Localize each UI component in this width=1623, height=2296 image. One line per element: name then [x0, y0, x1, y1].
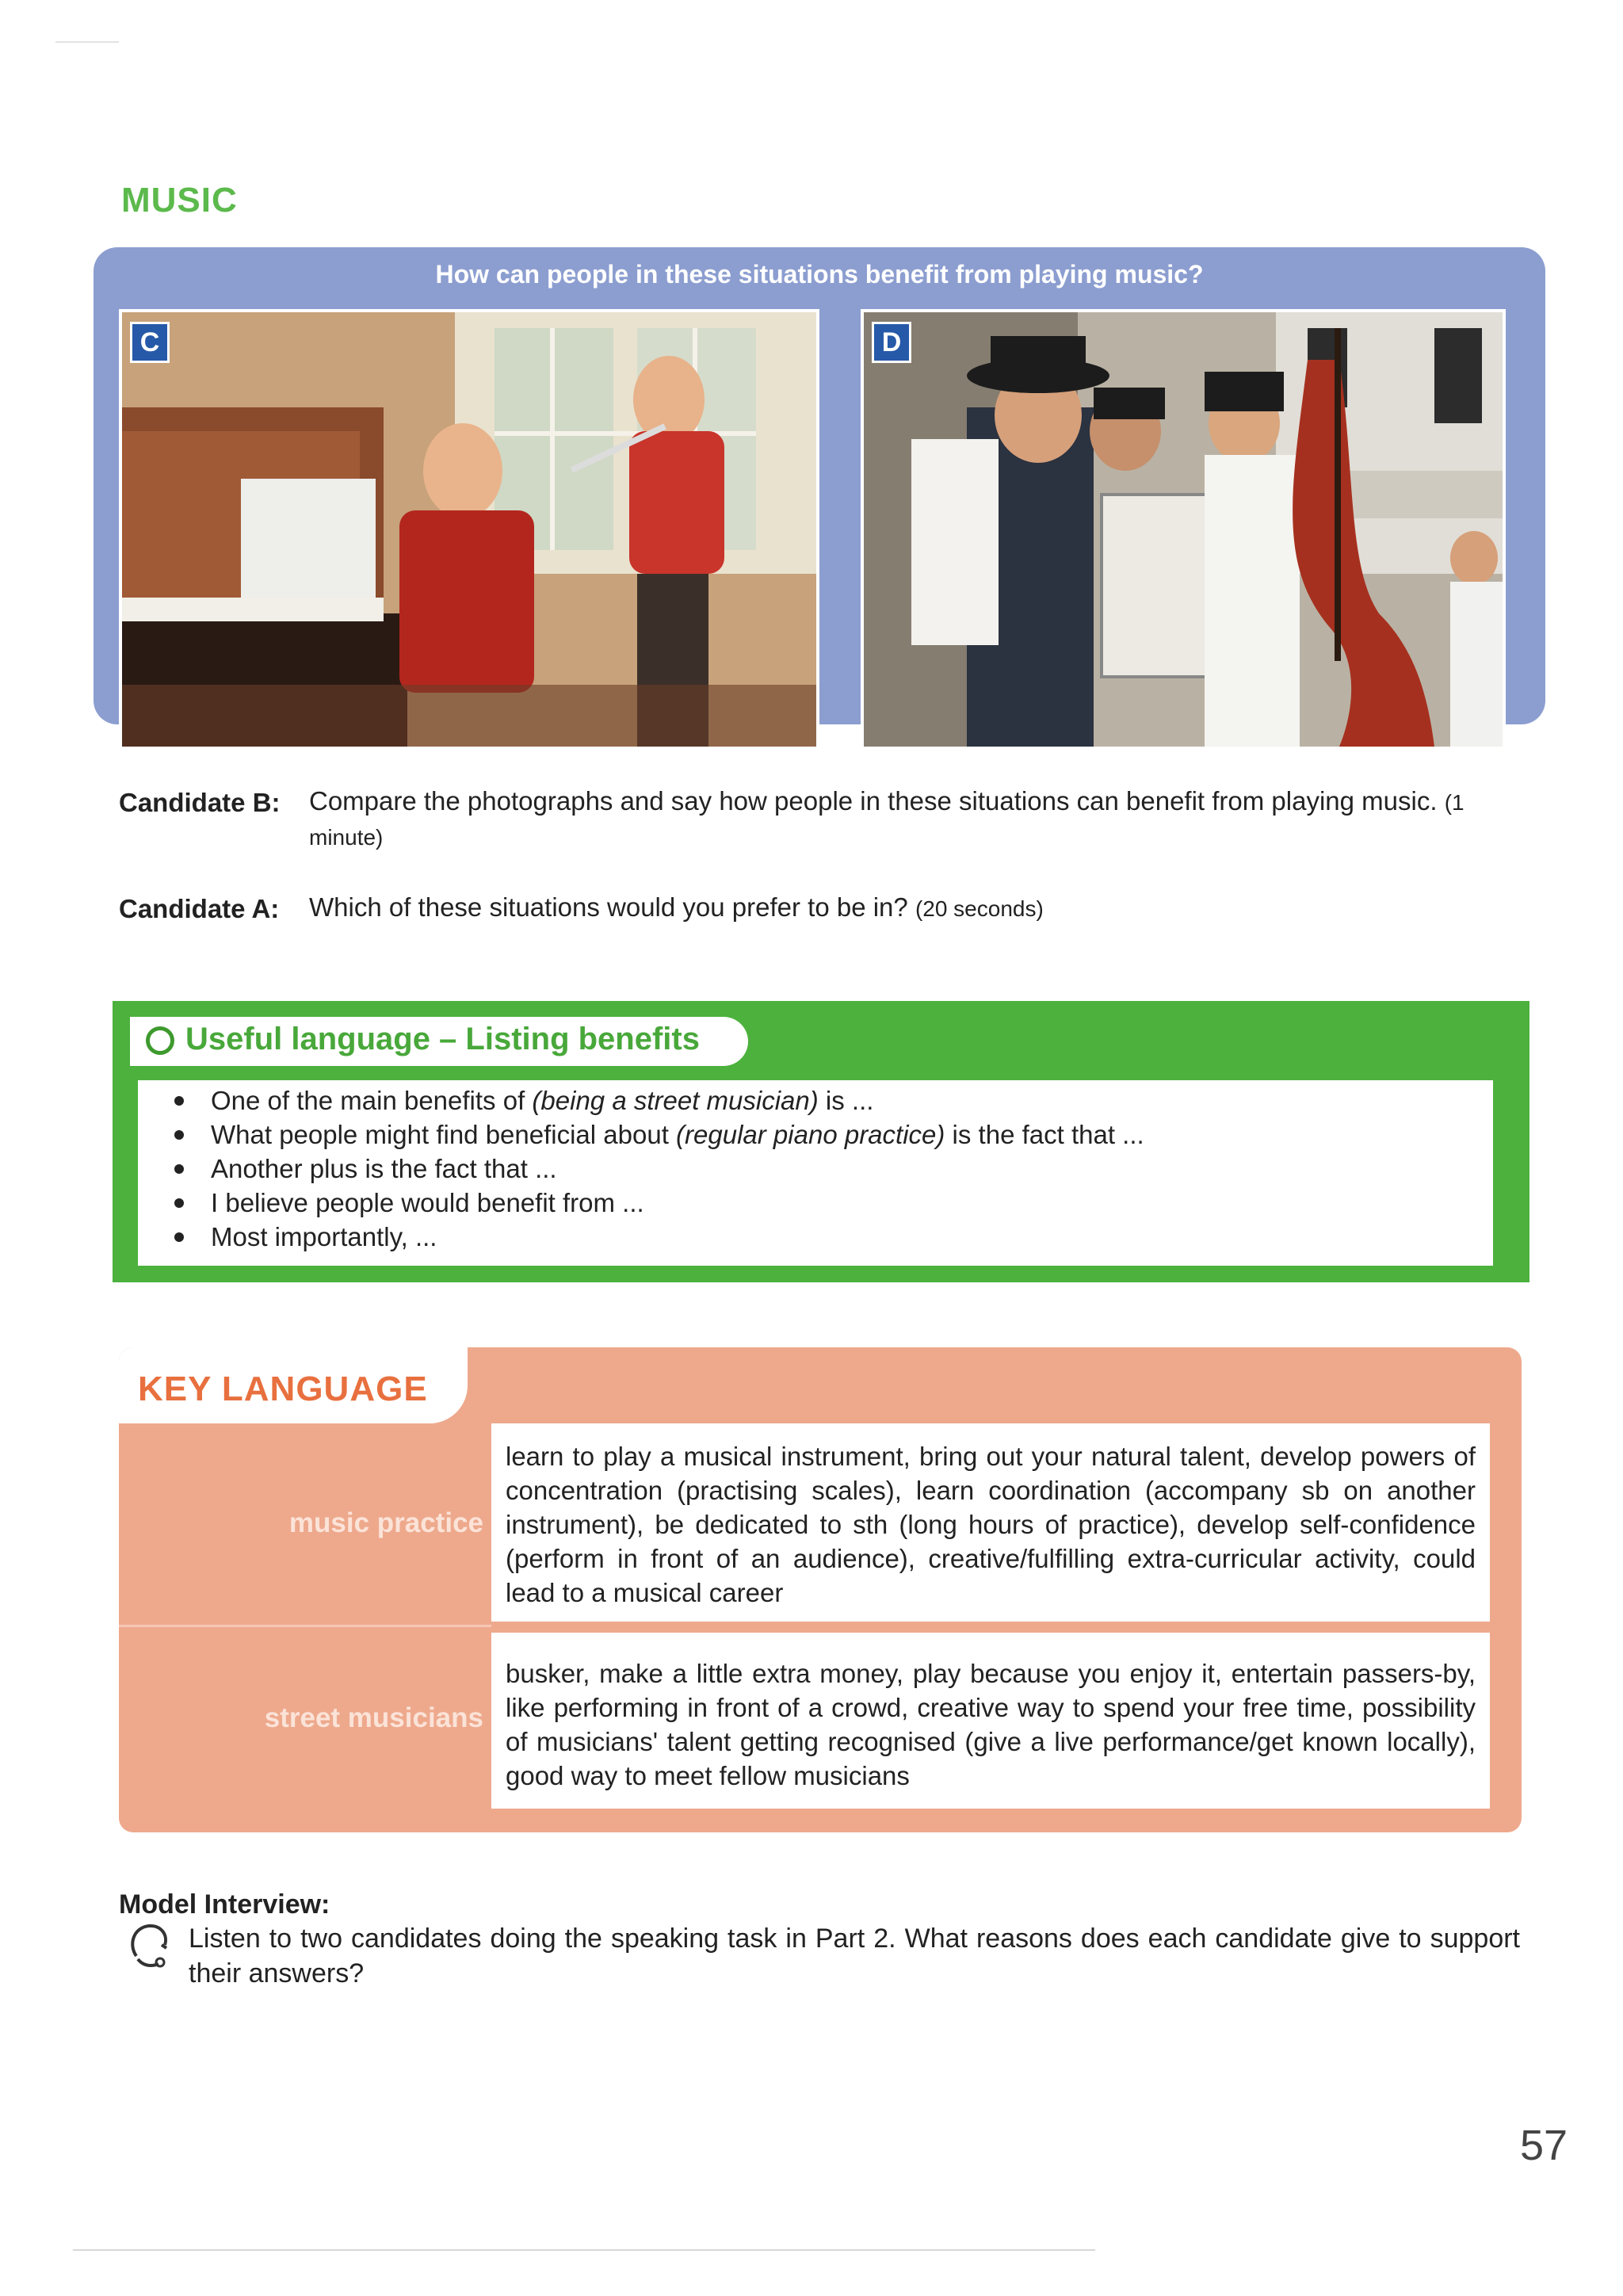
headphone-icon — [127, 1921, 173, 1975]
key-text-street-musicians: busker, make a little extra money, play because you enjoy it, entertain passers-by, like performing in front of a crowd, creative way to spend your free time, possibility of musicians' talent getting recognised (give a live performance/get known locally), good way to meet fellow musicians — [506, 1659, 1476, 1790]
photo-label-c: C — [130, 322, 170, 363]
key-language-tab — [119, 1347, 468, 1423]
useful-language-title: Useful language – Listing benefits — [185, 1022, 700, 1056]
candidate-b-task — [309, 785, 1506, 854]
photo-street-musicians-icon — [864, 312, 1503, 747]
key-language-box — [119, 1347, 1522, 1832]
candidate-b-label: Candidate B: — [119, 788, 281, 817]
model-interview-title: Model Interview: — [119, 1889, 330, 1920]
bottom-rule — [73, 2249, 1095, 2251]
top-rule — [55, 41, 119, 43]
list-item: One of the main benefits of (being a street musician) is ... — [170, 1083, 1493, 1117]
key-row-label-music-practice: music practice — [288, 1507, 483, 1538]
key-cell-street-musicians — [491, 1633, 1490, 1809]
circle-icon — [146, 1026, 174, 1055]
model-interview-text: Listen to two candidates doing the speaking task in Part 2. What reasons does each candidate give to support their answers? — [189, 1924, 1520, 1988]
useful-language-list — [138, 1080, 1493, 1254]
photo-panel — [94, 247, 1545, 724]
section-title: MUSIC — [121, 181, 238, 220]
key-language-title: KEY LANGUAGE — [138, 1370, 428, 1408]
photo-d — [861, 309, 1506, 750]
candidate-a-label: Candidate A: — [119, 894, 280, 923]
list-item: I believe people would benefit from ... — [170, 1186, 1493, 1220]
candidate-b-time: (1 minute) — [309, 790, 1465, 850]
key-row-divider — [119, 1625, 491, 1627]
key-text-music-practice: learn to play a musical instrument, bring out your natural talent, develop powers of concentration (practising scales), learn coordination (accompany sb on another instrument), be dedicated to sth (long hours of practice), develop self-confidence (perform in front of an audience), creative/fulfilling extra-curricular activity, could lead to a musical career — [506, 1442, 1476, 1607]
useful-language-box — [113, 1001, 1529, 1282]
key-row-label-street-musicians: street musicians — [264, 1702, 483, 1733]
useful-language-tab — [130, 1017, 748, 1066]
photo-children-piano-flute-icon — [122, 312, 816, 747]
key-cell-music-practice — [491, 1423, 1490, 1622]
list-item: Another plus is the fact that ... — [170, 1152, 1493, 1186]
page-number: 57 — [1520, 2122, 1568, 2169]
list-item: What people might find beneficial about (regular piano practice) is the fact that ... — [170, 1117, 1493, 1152]
candidate-a-task-text: Which of these situations would you prefer to be in? — [309, 892, 908, 922]
candidate-a-task — [309, 891, 1506, 926]
photo-question: How can people in these situations benefit from playing music? — [435, 260, 1204, 288]
list-item: Most importantly, ... — [170, 1220, 1493, 1254]
candidate-a-time: (20 seconds) — [915, 896, 1044, 921]
candidate-b-task-text: Compare the photographs and say how people in these situations can benefit from playing music. — [309, 786, 1438, 816]
photo-label-d: D — [872, 322, 911, 363]
useful-language-list-panel — [138, 1080, 1493, 1266]
photo-c — [119, 309, 819, 750]
